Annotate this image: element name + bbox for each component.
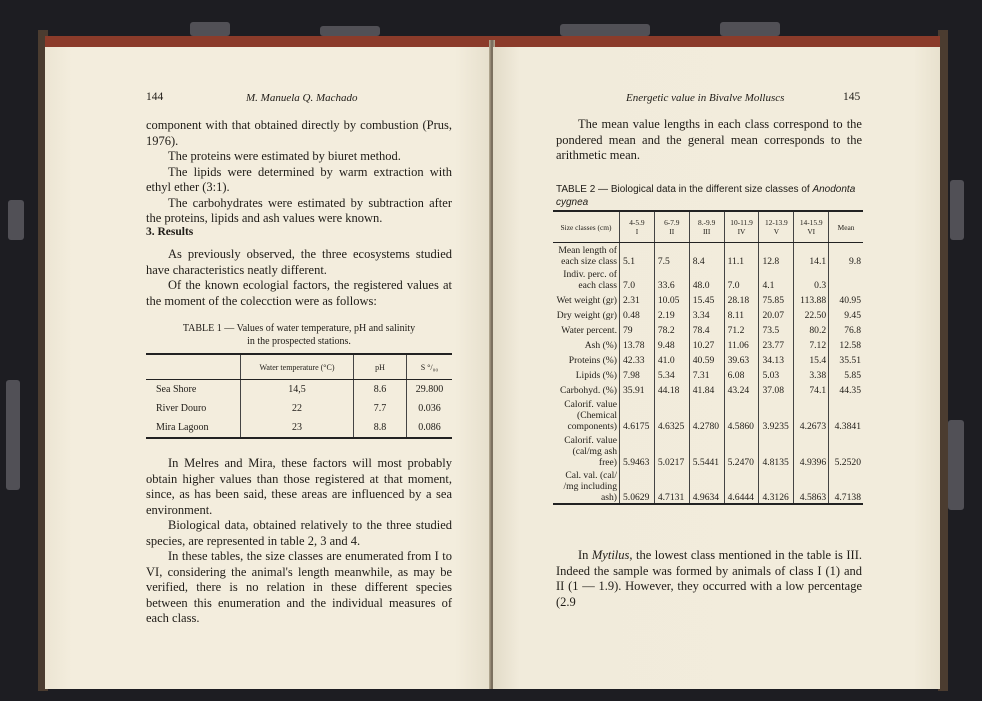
table-cell: 7.12 xyxy=(794,336,829,351)
right-text-top xyxy=(556,117,862,164)
table-cell: 41.84 xyxy=(689,381,724,396)
table2-caption xyxy=(556,183,866,209)
right-page-number: 145 xyxy=(843,91,861,103)
table-row xyxy=(553,381,863,396)
row-label: Lipids (%) xyxy=(575,369,617,381)
table-header-cell: 12-13.9 V xyxy=(759,211,794,243)
table-row xyxy=(146,399,452,418)
table-cell: 23.77 xyxy=(759,336,794,351)
table-cell: 113.88 xyxy=(794,291,829,306)
table-cell: 6.08 xyxy=(724,366,759,381)
paragraph: The proteins were estimated by biuret method. xyxy=(168,149,401,163)
table-cell: 71.2 xyxy=(724,321,759,336)
table-row xyxy=(553,336,863,351)
table-cell: 5.5441 xyxy=(689,432,724,468)
left-text-top xyxy=(146,118,452,227)
table-cell: 29.800 xyxy=(407,380,453,400)
table1-caption xyxy=(146,322,452,348)
row-label: Dry weight (gr) xyxy=(556,309,617,321)
left-text-results xyxy=(146,247,452,309)
table-cell: 7.0 xyxy=(620,267,655,291)
table-header-row xyxy=(553,211,863,243)
row-label: Wet weight (gr) xyxy=(556,294,617,306)
table-cell: 9.45 xyxy=(829,306,863,321)
table-cell: River Douro xyxy=(156,403,207,414)
table-header-cell: 8.-9.9 III xyxy=(689,211,724,243)
table-cell: 4.5860 xyxy=(724,396,759,432)
table-cell: 3.9235 xyxy=(759,396,794,432)
table-cell: 20.07 xyxy=(759,306,794,321)
table-cell: 15.4 xyxy=(794,351,829,366)
table-header-row xyxy=(146,354,452,380)
table-row xyxy=(553,396,863,432)
table-cell: 15.45 xyxy=(689,291,724,306)
table-cell: 4.7138 xyxy=(829,468,863,504)
table-cell: 5.34 xyxy=(654,366,689,381)
table-cell: 4.9396 xyxy=(794,432,829,468)
table-cell: 39.63 xyxy=(724,351,759,366)
table-cell: 7.31 xyxy=(689,366,724,381)
paragraph: In Mytilus, the lowest class mentioned in the table is III. Indeed the sample was formed by animals of class I (1) and II (1 — 1.9). However, they occurred with a low percentage (2.9 xyxy=(556,548,862,609)
table-cell: 8.4 xyxy=(689,243,724,267)
table-cell: 73.5 xyxy=(759,321,794,336)
table-cell: 5.9463 xyxy=(620,432,655,468)
table-cell: 5.85 xyxy=(829,366,863,381)
table-cell: 22 xyxy=(241,399,354,418)
table-header-cell: S °/₀₀ xyxy=(407,354,453,380)
table-cell: 12.8 xyxy=(759,243,794,267)
paragraph: The mean value lengths in each class correspond to the pondered mean and the general mean corresponds to the arithmetic mean. xyxy=(556,117,862,162)
table-cell: 22.50 xyxy=(794,306,829,321)
table-row xyxy=(553,267,863,291)
table-cell: 5.2520 xyxy=(829,432,863,468)
table-header-cell: pH xyxy=(354,354,407,380)
table-cell: 75.85 xyxy=(759,291,794,306)
table-cell: 9.8 xyxy=(829,243,863,267)
left-text-bottom xyxy=(146,456,452,627)
paragraph: Biological data, obtained relatively to the three studied species, are represented in table 2, 3 and 4. xyxy=(146,518,452,548)
row-label: Carbohyd. (%) xyxy=(559,384,617,396)
table-cell: 4.3841 xyxy=(829,396,863,432)
table-cell: 4.6444 xyxy=(724,468,759,504)
table-cell: 7.98 xyxy=(620,366,655,381)
table-cell: 10.27 xyxy=(689,336,724,351)
table2 xyxy=(553,210,863,505)
row-label: Proteins (%) xyxy=(568,354,617,366)
table-cell: 40.59 xyxy=(689,351,724,366)
table-cell: 12.58 xyxy=(829,336,863,351)
table-cell: 0.3 xyxy=(794,267,829,291)
table-row xyxy=(146,418,452,438)
left-page-number: 144 xyxy=(146,91,164,103)
table-header-cell: 10-11.9 IV xyxy=(724,211,759,243)
table-cell: 0.48 xyxy=(620,306,655,321)
table-cell: 5.03 xyxy=(759,366,794,381)
table-cell xyxy=(829,267,863,291)
table1-caption-line: in the prospected stations. xyxy=(247,336,351,347)
table-row xyxy=(553,366,863,381)
table-cell: 3.34 xyxy=(689,306,724,321)
table-cell: Sea Shore xyxy=(156,384,197,395)
row-label: Mean length of each size class xyxy=(558,244,617,267)
row-label: Calorif. value (cal/mg ash free) xyxy=(564,434,617,468)
table-cell: 4.5863 xyxy=(794,468,829,504)
table-cell: 41.0 xyxy=(654,351,689,366)
table-cell: 5.2470 xyxy=(724,432,759,468)
table-cell: 4.8135 xyxy=(759,432,794,468)
table-cell: 40.95 xyxy=(829,291,863,306)
table-cell: 34.13 xyxy=(759,351,794,366)
table-cell: 13.78 xyxy=(620,336,655,351)
table-row xyxy=(553,291,863,306)
table-cell: 4.2780 xyxy=(689,396,724,432)
table-cell: 76.8 xyxy=(829,321,863,336)
species-name: Mytilus xyxy=(591,548,630,562)
table-row xyxy=(553,351,863,366)
table-cell: 48.0 xyxy=(689,267,724,291)
table-cell: 28.18 xyxy=(724,291,759,306)
table-cell: 23 xyxy=(241,418,354,438)
table-row xyxy=(553,306,863,321)
paragraph: Of the known ecologial factors, the registered values at the moment of the colecction were as follows: xyxy=(146,278,452,308)
row-label: Cal. val. (cal/ /mg including ash) xyxy=(553,468,620,504)
table-row xyxy=(553,243,863,267)
table-header-cell: Water temperature (°C) xyxy=(241,354,354,380)
paragraph: In Melres and Mira, these factors will most probably obtain higher values than those registered at that moment, since, as has been said, these areas are influenced by a sea environment. xyxy=(146,456,452,517)
table-row xyxy=(553,468,863,504)
table-cell: 42.33 xyxy=(620,351,655,366)
table-header-cell: 6-7.9 II xyxy=(654,211,689,243)
table-cell: 10.05 xyxy=(654,291,689,306)
table-cell: 44.18 xyxy=(654,381,689,396)
table-cell: Mira Lagoon xyxy=(146,418,241,438)
table-cell: 78.2 xyxy=(654,321,689,336)
table-header-cell: 4-5.9 I xyxy=(620,211,655,243)
table-cell: 5.0217 xyxy=(654,432,689,468)
table-cell: 4.1 xyxy=(759,267,794,291)
table-cell: 78.4 xyxy=(689,321,724,336)
table-cell: 8.11 xyxy=(724,306,759,321)
table-cell: 35.51 xyxy=(829,351,863,366)
table-header-cell: Size classes (cm) xyxy=(553,211,620,243)
table-cell: 0.086 xyxy=(407,418,453,438)
paragraph: The lipids were determined by warm extraction with ethyl ether (3:1). xyxy=(146,164,452,194)
table-cell: 7.5 xyxy=(654,243,689,267)
table-row xyxy=(553,432,863,468)
paragraph: The carbohydrates were estimated by subtraction after the proteins, lipids and ash values were known. xyxy=(146,195,452,225)
table-cell: 33.6 xyxy=(654,267,689,291)
table-cell: 79 xyxy=(620,321,655,336)
table2-caption-species: Anodonta cygnea xyxy=(556,184,856,208)
table-cell: 2.31 xyxy=(620,291,655,306)
row-label: Ash (%) xyxy=(584,339,617,351)
table-cell: 74.1 xyxy=(794,381,829,396)
table-cell: 44.35 xyxy=(829,381,863,396)
row-label: Indiv. perc. of each class xyxy=(563,268,617,291)
table-cell: 4.6325 xyxy=(654,396,689,432)
section-heading: 3. Results xyxy=(146,226,194,238)
left-running-header: M. Manuela Q. Machado xyxy=(246,92,358,104)
table-cell: 80.2 xyxy=(794,321,829,336)
table2-body xyxy=(553,243,863,504)
paragraph: In these tables, the size classes are enumerated from I to VI, considering the animal's length meanwhile, as may be verified, there is no relation in these different species between this enumeration and the individual measures of each class. xyxy=(146,549,452,625)
table1 xyxy=(146,353,452,439)
paragraph: As previously observed, the three ecosystems studied have characteristics neatly different. xyxy=(146,247,452,277)
table-cell: 37.08 xyxy=(759,381,794,396)
table-cell: 4.2673 xyxy=(794,396,829,432)
table-cell: 0.036 xyxy=(407,399,453,418)
table-row xyxy=(146,380,452,400)
table-header-cell xyxy=(146,354,241,380)
table-cell: 11.06 xyxy=(724,336,759,351)
table-header-cell: Mean xyxy=(829,211,863,243)
table-cell: 4.9634 xyxy=(689,468,724,504)
table-cell: 9.48 xyxy=(654,336,689,351)
table-cell: 7.0 xyxy=(724,267,759,291)
table-cell: 8.8 xyxy=(354,418,407,438)
table-cell: 11.1 xyxy=(724,243,759,267)
table-cell: 2.19 xyxy=(654,306,689,321)
table-cell: 3.38 xyxy=(794,366,829,381)
table2-caption-prefix: TABLE 2 — Biological data in the different size classes of xyxy=(556,184,813,195)
table-cell: 35.91 xyxy=(620,381,655,396)
row-label: Calorif. value (Chemical components) xyxy=(564,398,617,432)
table-cell: 5.1 xyxy=(620,243,655,267)
table-cell: 7.7 xyxy=(354,399,407,418)
table-cell: 43.24 xyxy=(724,381,759,396)
table1-caption-line: TABLE 1 — Values of water temperature, pH and salinity xyxy=(182,323,416,334)
table-cell: 14,5 xyxy=(241,380,354,400)
table-header-cell: 14-15.9 VI xyxy=(794,211,829,243)
paragraph: component with that obtained directly by combustion (Prus, 1976). xyxy=(146,118,452,148)
table-cell: 8.6 xyxy=(354,380,407,400)
table-cell: 4.6175 xyxy=(620,396,655,432)
table-cell: 5.0629 xyxy=(620,468,655,504)
table-cell: 14.1 xyxy=(794,243,829,267)
table-row xyxy=(553,321,863,336)
table-cell: 4.7131 xyxy=(654,468,689,504)
right-text-bottom xyxy=(556,548,862,610)
row-label: Water percent. xyxy=(561,324,617,336)
table-cell: 4.3126 xyxy=(759,468,794,504)
right-running-header: Energetic value in Bivalve Molluscs xyxy=(626,92,785,104)
